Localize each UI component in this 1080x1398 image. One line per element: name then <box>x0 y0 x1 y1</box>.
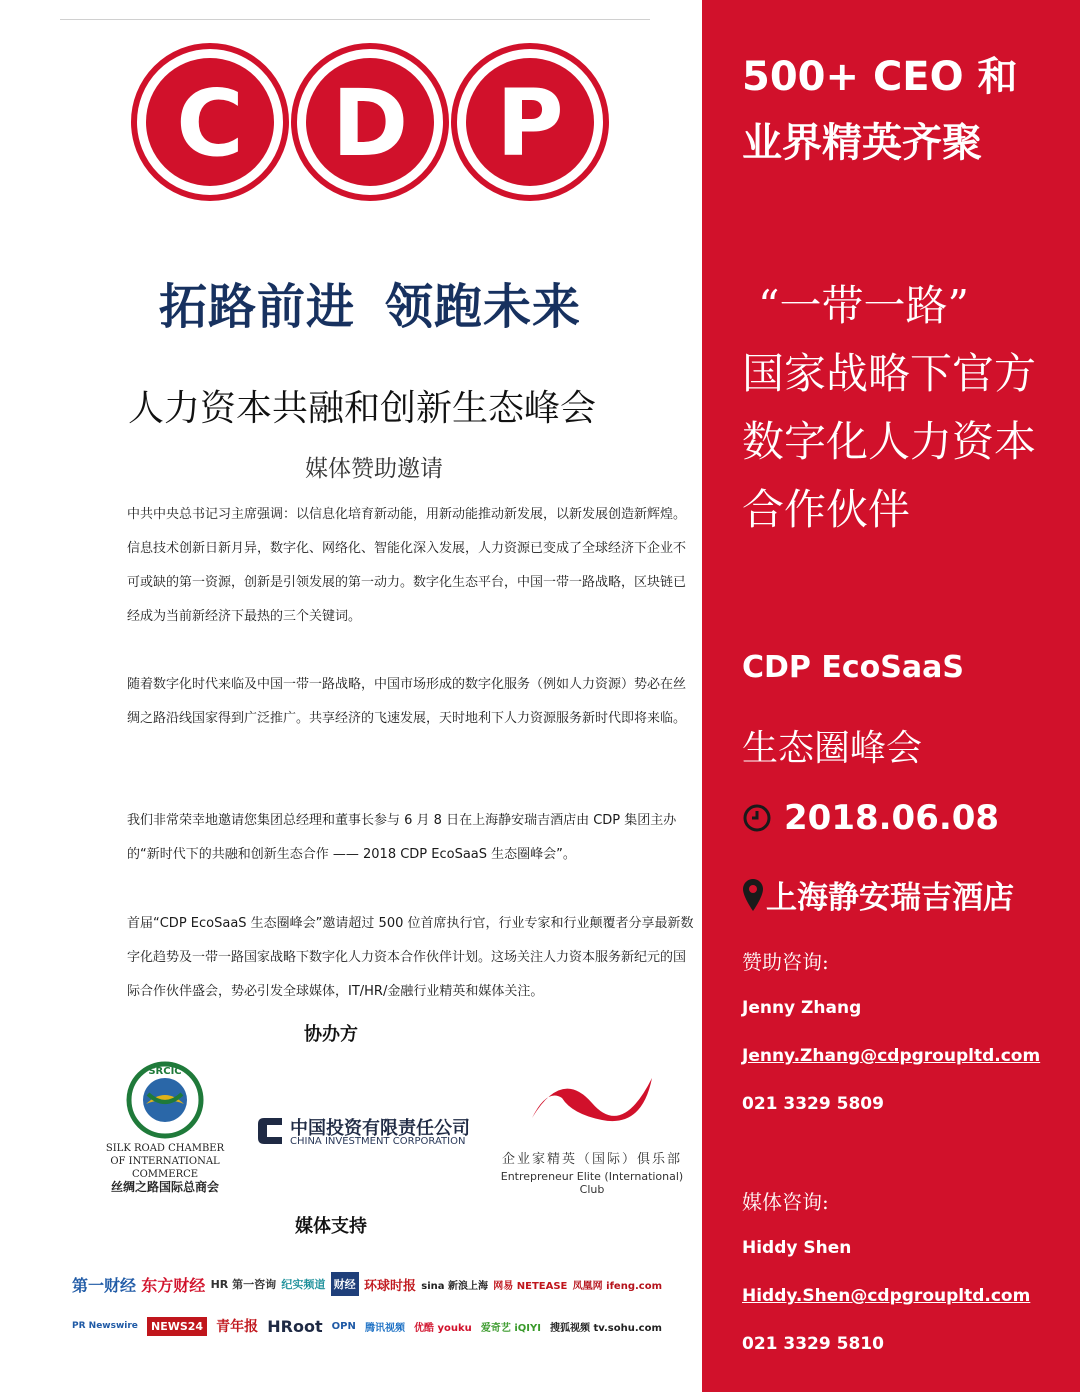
silk-road-line2: OF INTERNATIONAL COMMERCE <box>110 1156 220 1180</box>
sponsor-contact-name: Jenny Zhang <box>742 998 862 1018</box>
elite-name-en: Entrepreneur Elite (International) Club <box>500 1170 684 1196</box>
event-venue <box>742 872 1014 917</box>
logo-letter-d: D <box>331 70 409 177</box>
page-subtitle: 媒体赞助邀请 <box>305 456 443 482</box>
sponsor-inquiry-label: 赞助咨询: <box>742 950 829 974</box>
svg-text:SRCIC: SRCIC <box>148 1066 182 1077</box>
media-logo: 爱奇艺 iQIYI <box>480 1322 541 1334</box>
media-logos-row-2 <box>72 1316 662 1336</box>
strategy-text: 国家战略下官方数字化人力资本合作伙伴 <box>742 349 1037 534</box>
paragraph: 中共中央总书记习主席强调：以信息化培育新动能，用新动能推动新发展，以新发展创造新辉煌。信息技术创新日新月异，数字化、网络化、智能化深入发展，人力资源已变成了全球经济下企业不可或缺的第一资源，创新是引领发展的第一动力。数字化生态平台，中国一带一路战略，区块链已经成为当前新经济下最热的三个关键词。 <box>127 507 687 624</box>
logo-letter-p: P <box>496 70 564 177</box>
logo-letter-c: C <box>176 70 244 177</box>
paragraph: 首届“CDP EcoSaaS 生态圈峰会”邀请超过 500 位首席执行官，行业专家和行业颠覆者分享最新数字化趋势及一带一路国家战略下数字化人力资本合作伙伴计划。这场关注人力资本服务新纪元的国际合作伙伴盛会，势必引发全球媒体，IT/HR/金融行业精英和媒体关注。 <box>127 916 694 999</box>
venue-text: 上海静安瑞吉酒店 <box>766 880 1014 916</box>
cic-name-cn: 中国投资有限责任公司 <box>290 1118 470 1139</box>
cic-mark-icon <box>256 1114 286 1148</box>
sidebar-headline: 500+ CEO 和业界精英齐聚 <box>742 54 1018 166</box>
silk-road-line3: 丝绸之路国际总商会 <box>110 1180 219 1194</box>
sidebar-strategy <box>742 272 1062 544</box>
cic-logo <box>256 1112 486 1152</box>
event-name-cn: 生态圈峰会 <box>742 728 923 769</box>
media-logos-row-1 <box>72 1272 662 1296</box>
media-logo: PR Newswire <box>72 1321 138 1331</box>
media-contact-name: Hiddy Shen <box>742 1238 852 1258</box>
media-inquiry-label: 媒体咨询: <box>742 1190 829 1214</box>
media-logo: 财经 <box>331 1272 359 1296</box>
cic-name-en: CHINA INVESTMENT CORPORATION <box>290 1136 466 1147</box>
cdp-logo <box>130 42 610 202</box>
media-logo: 优酷 youku <box>414 1322 472 1334</box>
entrepreneur-elite-logo <box>492 1058 692 1196</box>
page-title: 人力资本共融和创新生态峰会 <box>128 388 597 429</box>
media-logo: 青年报 <box>216 1319 259 1335</box>
media-support-heading: 媒体支持 <box>295 1216 367 1237</box>
clock-icon <box>742 803 772 833</box>
slogan-part2: 领跑未来 <box>385 279 582 335</box>
silk-road-chamber-logo <box>80 1060 250 1194</box>
media-logo: 第一财经 <box>72 1275 137 1295</box>
media-logo: 腾讯视频 <box>364 1322 405 1334</box>
date-text: 2018.06.08 <box>784 798 1000 838</box>
media-logo: 凤凰网 ifeng.com <box>572 1280 662 1292</box>
slogan-part1: 拓路前进 <box>158 279 355 335</box>
media-logo: HRoot <box>267 1316 323 1336</box>
sidebar-panel <box>702 0 1080 1392</box>
media-logo: sina 新浪上海 <box>421 1280 488 1292</box>
media-logo: OPN <box>331 1320 356 1332</box>
slogan <box>0 268 740 337</box>
media-logo: NEWS24 <box>147 1317 207 1336</box>
co-organizers-heading: 协办方 <box>304 1024 358 1045</box>
media-logo: HR 第一咨询 <box>210 1278 277 1291</box>
media-logo: 搜狐视频 tv.sohu.com <box>550 1322 662 1334</box>
media-logo: 纪实频道 <box>281 1278 326 1291</box>
media-email-link[interactable]: Hiddy.Shen@cdpgroupltd.com <box>742 1286 1031 1306</box>
media-phone: 021 3329 5810 <box>742 1334 884 1354</box>
paragraph: 随着数字化时代来临及中国一带一路战略，中国市场形成的数字化服务（例如人力资源）势必在丝绸之路沿线国家得到广泛推广。共享经济的飞速发展，天时地利下人力资源服务新时代即将来临。 <box>127 677 687 726</box>
event-date <box>742 798 999 838</box>
globe-icon <box>80 1060 250 1142</box>
top-divider <box>60 19 650 20</box>
elite-swoosh-icon <box>492 1058 692 1144</box>
location-pin-icon <box>742 878 764 912</box>
media-logo: 环球时报 <box>363 1278 416 1294</box>
media-logo: 网易 NETEASE <box>493 1280 568 1292</box>
media-logo: 东方财经 <box>141 1275 206 1295</box>
sponsor-phone: 021 3329 5809 <box>742 1094 884 1114</box>
elite-name-cn: 企业家精英（国际）俱乐部 <box>501 1152 682 1167</box>
sponsor-email-link[interactable]: Jenny.Zhang@cdpgroupltd.com <box>742 1046 1041 1066</box>
silk-road-line1: SILK ROAD CHAMBER <box>105 1143 225 1154</box>
event-name-en: CDP EcoSaaS <box>742 650 964 685</box>
paragraph: 我们非常荣幸地邀请您集团总经理和董事长参与 6 月 8 日在上海静安瑞吉酒店由 CDP 集团主办的“新时代下的共融和创新生态合作 —— 2018 CDP EcoSaaS 生态圈峰会”。 <box>127 813 677 862</box>
quote-line: “一带一路” <box>758 281 969 330</box>
